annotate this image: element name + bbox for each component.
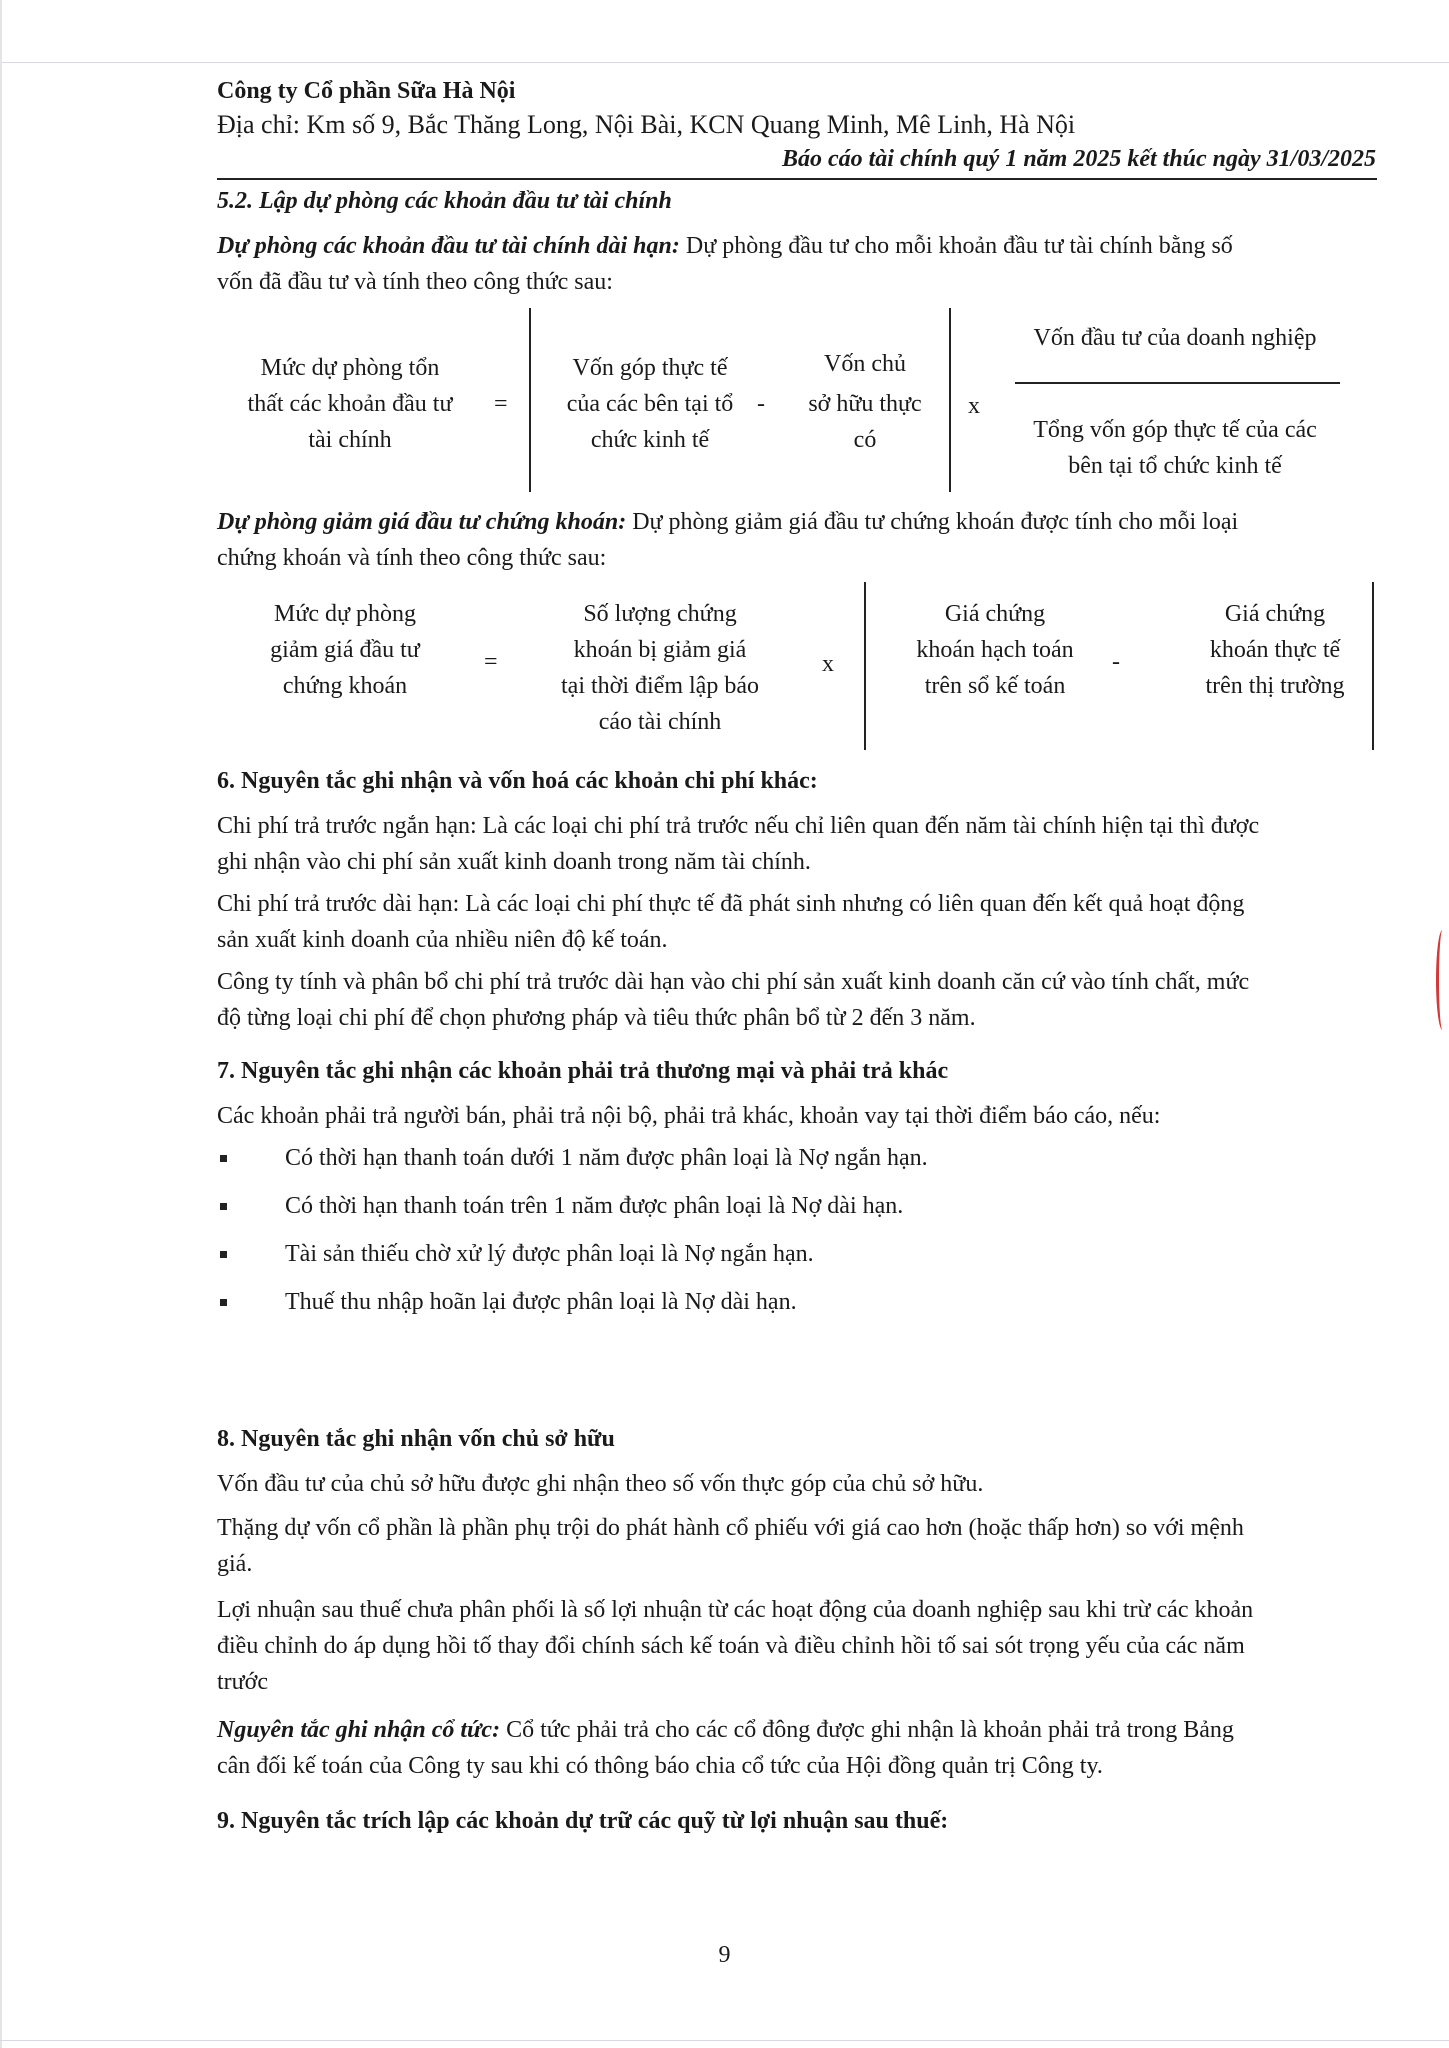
s6-p2-line: sản xuất kinh doanh của nhiều niên độ kế toán. [217, 927, 668, 953]
margin-stamp-mark [1436, 930, 1449, 1030]
s7-intro: Các khoản phải trả người bán, phải trả nội bộ, phải trả khác, khoản vay tại thời điểm báo cáo, nếu: [217, 1103, 1161, 1129]
s52-p1-lead: Dự phòng các khoản đầu tư tài chính dài hạn: [217, 233, 680, 259]
f1-left [220, 350, 480, 458]
s6-p3-line: độ từng loại chi phí để chọn phương pháp và tiêu thức phân bổ từ 2 đến 3 năm. [217, 1005, 976, 1031]
f1-divider [949, 308, 951, 492]
s52-paragraph-1 [217, 228, 1377, 300]
f2-q-line: khoán bị giảm giá [573, 637, 747, 663]
f1-divider [529, 308, 531, 492]
s8-p4-line1: Cổ tức phải trả cho các cổ đông được ghi nhận là khoản phải trả trong Bảng [500, 1717, 1234, 1743]
f2-m-line: trên thị trường [1205, 673, 1345, 699]
s8-paragraph-1: Vốn đầu tư của chủ sở hữu được ghi nhận theo số vốn thực góp của chủ sở hữu. [217, 1471, 984, 1497]
s8-paragraph-2 [217, 1510, 1377, 1582]
s52-p1-line2: vốn đã đầu tư và tính theo công thức sau: [217, 269, 613, 295]
s8-p3-line: Lợi nhuận sau thuế chưa phân phối là số lợi nhuận từ các hoạt động của doanh nghiệp sau khi trừ các khoản [217, 1597, 1254, 1623]
bullet-square-icon [220, 1299, 227, 1306]
f2-left-line: Mức dự phòng [273, 601, 416, 627]
s8-p3-line: điều chỉnh do áp dụng hồi tố thay đổi chính sách kế toán và điều chỉnh hồi tố sai sót trọng yếu của các năm [217, 1633, 1245, 1659]
header-rule [217, 178, 1377, 180]
f1-left-line: Mức dự phòng tổn [260, 355, 440, 381]
company-name: Công ty Cổ phần Sữa Hà Nội [217, 78, 516, 104]
scan-left-strip [0, 0, 2, 2048]
s52-paragraph-2 [217, 504, 1377, 576]
s6-paragraph-3 [217, 964, 1377, 1036]
f1-a-line: Vốn góp thực tế [572, 355, 728, 381]
f2-left [245, 596, 445, 704]
f1-denominator [1010, 412, 1340, 484]
section-6-heading: 6. Nguyên tắc ghi nhận và vốn hoá các khoản chi phí khác: [217, 768, 818, 794]
scan-edge-line [0, 62, 1449, 63]
f1-minus: - [757, 391, 765, 417]
report-title: Báo cáo tài chính quý 1 năm 2025 kết thúc ngày 31/03/2025 [781, 146, 1376, 172]
f1-equals: = [494, 391, 508, 417]
f2-q-line: cáo tài chính [598, 709, 722, 735]
f1-den-line: Tổng vốn góp thực tế của các [1033, 417, 1317, 443]
f1-b-line: có [853, 427, 877, 453]
section-7-heading: 7. Nguyên tắc ghi nhận các khoản phải trả thương mại và phải trả khác [217, 1058, 949, 1084]
bullet-square-icon [220, 1203, 227, 1210]
list-item: Thuế thu nhập hoãn lại được phân loại là Nợ dài hạn. [285, 1289, 797, 1315]
s6-p2-line: Chi phí trả trước dài hạn: Là các loại chi phí thực tế đã phát sinh nhưng có liên quan đến kết quả hoạt động [217, 891, 1245, 917]
s6-paragraph-1 [217, 808, 1377, 880]
f2-equals: = [484, 649, 498, 675]
list-item: Có thời hạn thanh toán dưới 1 năm được phân loại là Nợ ngắn hạn. [285, 1145, 928, 1171]
f1-a-line: chức kinh tế [590, 427, 710, 453]
s8-paragraph-3 [217, 1592, 1377, 1700]
f1-left-line: thất các khoản đầu tư [247, 391, 453, 417]
section-5-2-heading: 5.2. Lập dự phòng các khoản đầu tư tài chính [217, 188, 672, 214]
f2-left-line: chứng khoán [282, 673, 408, 699]
section-8-heading: 8. Nguyên tắc ghi nhận vốn chủ sở hữu [217, 1426, 615, 1452]
f2-times: x [822, 651, 834, 677]
f1-b-line: Vốn chủ [824, 351, 906, 377]
page-number: 9 [718, 1942, 731, 1968]
s52-p2-line2: chứng khoán và tính theo công thức sau: [217, 545, 607, 571]
s8-p3-line: trước [217, 1669, 269, 1695]
s52-p2-lead: Dự phòng giảm giá đầu tư chứng khoán: [217, 509, 627, 535]
f1-den-line: bên tại tổ chức kinh tế [1068, 453, 1282, 479]
s8-p2-line: giá. [217, 1551, 253, 1577]
s8-p4-line2: cân đối kế toán của Công ty sau khi có thông báo chia cổ tức của Hội đồng quản trị Công ty. [217, 1753, 1103, 1779]
scan-edge-line [0, 2040, 1449, 2041]
f1-fraction-bar [1015, 382, 1340, 384]
f2-quantity [530, 596, 790, 740]
f2-left-line: giảm giá đầu tư [270, 637, 420, 663]
f1-contributed-capital [540, 350, 760, 458]
bullet-square-icon [220, 1251, 227, 1258]
f1-a-line: của các bên tại tổ [566, 391, 734, 417]
f1-b-line: sở hữu thực [808, 391, 922, 417]
bullet-square-icon [220, 1155, 227, 1162]
s52-p2-line1: Dự phòng giảm giá đầu tư chứng khoán được tính cho mỗi loại [626, 509, 1239, 535]
f2-g-line: khoán hạch toán [916, 637, 1074, 663]
f2-divider [864, 582, 866, 750]
f2-book-price [880, 596, 1110, 704]
f2-q-line: Số lượng chứng [583, 601, 737, 627]
s52-p1-line1: Dự phòng đầu tư cho mỗi khoản đầu tư tài chính bằng số [679, 233, 1233, 259]
s6-paragraph-2 [217, 886, 1377, 958]
section-9-heading: 9. Nguyên tắc trích lập các khoản dự trữ các quỹ từ lợi nhuận sau thuế: [217, 1808, 949, 1834]
f1-left-line: tài chính [308, 427, 392, 453]
s8-paragraph-4 [217, 1712, 1377, 1784]
f1-owner-equity [785, 346, 945, 458]
f1-numerator: Vốn đầu tư của doanh nghiệp [1033, 325, 1317, 351]
company-address: Địa chỉ: Km số 9, Bắc Thăng Long, Nội Bài, KCN Quang Minh, Mê Linh, Hà Nội [217, 110, 1076, 139]
s6-p1-line: Chi phí trả trước ngắn hạn: Là các loại chi phí trả trước nếu chỉ liên quan đến năm tài chính hiện tại thì được [217, 813, 1260, 839]
list-item: Tài sản thiếu chờ xử lý được phân loại là Nợ ngắn hạn. [285, 1241, 814, 1267]
f2-divider [1372, 582, 1374, 750]
f2-minus: - [1112, 649, 1120, 675]
s8-p2-line: Thặng dự vốn cổ phần là phần phụ trội do phát hành cổ phiếu với giá cao hơn (hoặc thấp hơn) so với mệnh [217, 1515, 1244, 1541]
f2-q-line: tại thời điểm lập báo [561, 673, 759, 699]
s6-p1-line: ghi nhận vào chi phí sản xuất kinh doanh trong năm tài chính. [217, 849, 811, 875]
f2-g-line: Giá chứng [944, 601, 1046, 627]
s8-p4-lead: Nguyên tắc ghi nhận cổ tức: [217, 1717, 501, 1743]
f1-times: x [968, 393, 980, 419]
f2-g-line: trên sổ kế toán [924, 673, 1066, 699]
f2-m-line: Giá chứng [1224, 601, 1326, 627]
f2-m-line: khoán thực tế [1209, 637, 1341, 663]
list-item: Có thời hạn thanh toán trên 1 năm được phân loại là Nợ dài hạn. [285, 1193, 904, 1219]
s6-p3-line: Công ty tính và phân bổ chi phí trả trước dài hạn vào chi phí sản xuất kinh doanh căn cứ vào tính chất, mức [217, 969, 1250, 995]
f2-market-price [1170, 596, 1380, 704]
